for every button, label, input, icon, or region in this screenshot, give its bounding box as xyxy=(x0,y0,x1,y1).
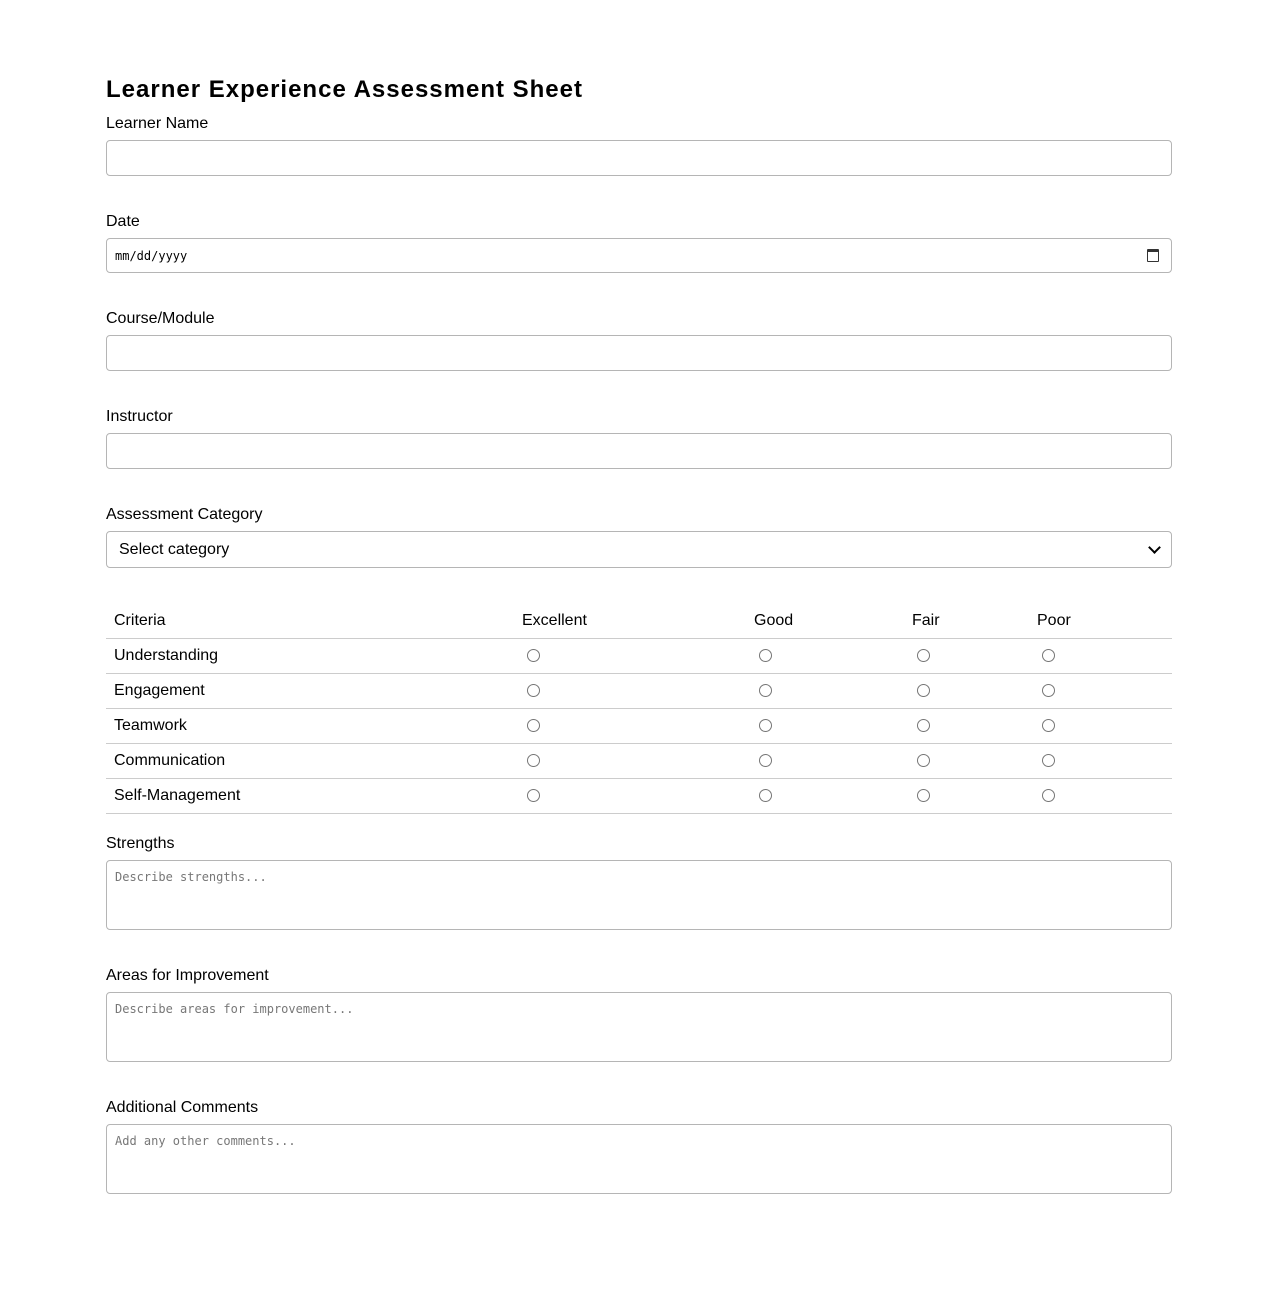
date-label: Date xyxy=(106,213,140,230)
category-field xyxy=(106,505,1172,568)
radio-good[interactable] xyxy=(759,719,772,732)
table-row xyxy=(106,674,1172,709)
instructor-label: Instructor xyxy=(106,408,173,425)
learner-name-input[interactable] xyxy=(106,140,1172,176)
radio-fair[interactable] xyxy=(917,684,930,697)
radio-fair[interactable] xyxy=(917,754,930,767)
date-placeholder: mm/dd/yyyy xyxy=(115,248,188,263)
radio-excellent[interactable] xyxy=(527,649,540,662)
radio-good[interactable] xyxy=(759,754,772,767)
date-field xyxy=(106,212,1172,273)
radio-poor[interactable] xyxy=(1042,649,1055,662)
criterion-label: Communication xyxy=(106,744,514,779)
assessment-form xyxy=(106,72,1172,1194)
course-input[interactable] xyxy=(106,335,1172,371)
radio-poor[interactable] xyxy=(1042,684,1055,697)
rating-table-header xyxy=(106,604,1172,639)
radio-poor[interactable] xyxy=(1042,719,1055,732)
header-good: Good xyxy=(746,604,904,639)
course-label: Course/Module xyxy=(106,310,215,327)
radio-excellent[interactable] xyxy=(527,789,540,802)
table-row xyxy=(106,639,1172,674)
comments-field xyxy=(106,1098,1172,1194)
radio-good[interactable] xyxy=(759,684,772,697)
header-poor: Poor xyxy=(1029,604,1172,639)
category-select[interactable] xyxy=(106,531,1172,568)
criterion-label: Engagement xyxy=(106,674,514,709)
comments-label: Additional Comments xyxy=(106,1099,259,1116)
comments-textarea[interactable]: Add any other comments... xyxy=(106,1124,1172,1194)
course-field xyxy=(106,309,1172,371)
instructor-field xyxy=(106,407,1172,469)
table-row xyxy=(106,779,1172,814)
radio-excellent[interactable] xyxy=(527,754,540,767)
criterion-label: Understanding xyxy=(106,639,514,674)
table-row xyxy=(106,744,1172,779)
improvement-field xyxy=(106,966,1172,1062)
radio-fair[interactable] xyxy=(917,649,930,662)
radio-poor[interactable] xyxy=(1042,789,1055,802)
header-criteria: Criteria xyxy=(106,604,514,639)
radio-fair[interactable] xyxy=(917,719,930,732)
chevron-down-icon xyxy=(1148,541,1161,554)
improvement-label: Areas for Improvement xyxy=(106,967,269,984)
header-excellent: Excellent xyxy=(514,604,746,639)
learner-name-label: Learner Name xyxy=(106,115,209,132)
radio-good[interactable] xyxy=(759,649,772,662)
header-fair: Fair xyxy=(904,604,1029,639)
radio-excellent[interactable] xyxy=(527,719,540,732)
strengths-field xyxy=(106,834,1172,930)
learner-name-field xyxy=(106,114,1172,176)
rating-table xyxy=(106,604,1172,814)
criterion-label: Teamwork xyxy=(106,709,514,744)
date-input[interactable] xyxy=(106,238,1172,273)
radio-good[interactable] xyxy=(759,789,772,802)
criterion-label: Self-Management xyxy=(106,779,514,814)
instructor-input[interactable] xyxy=(106,433,1172,469)
strengths-label: Strengths xyxy=(106,835,175,852)
calendar-icon[interactable] xyxy=(1147,249,1159,262)
category-selected-value: Select category xyxy=(119,540,230,558)
radio-poor[interactable] xyxy=(1042,754,1055,767)
category-label: Assessment Category xyxy=(106,506,263,523)
table-row xyxy=(106,709,1172,744)
improvement-textarea[interactable]: Describe areas for improvement... xyxy=(106,992,1172,1062)
radio-fair[interactable] xyxy=(917,789,930,802)
radio-excellent[interactable] xyxy=(527,684,540,697)
page-title: Learner Experience Assessment Sheet xyxy=(106,76,583,103)
strengths-textarea[interactable]: Describe strengths... xyxy=(106,860,1172,930)
